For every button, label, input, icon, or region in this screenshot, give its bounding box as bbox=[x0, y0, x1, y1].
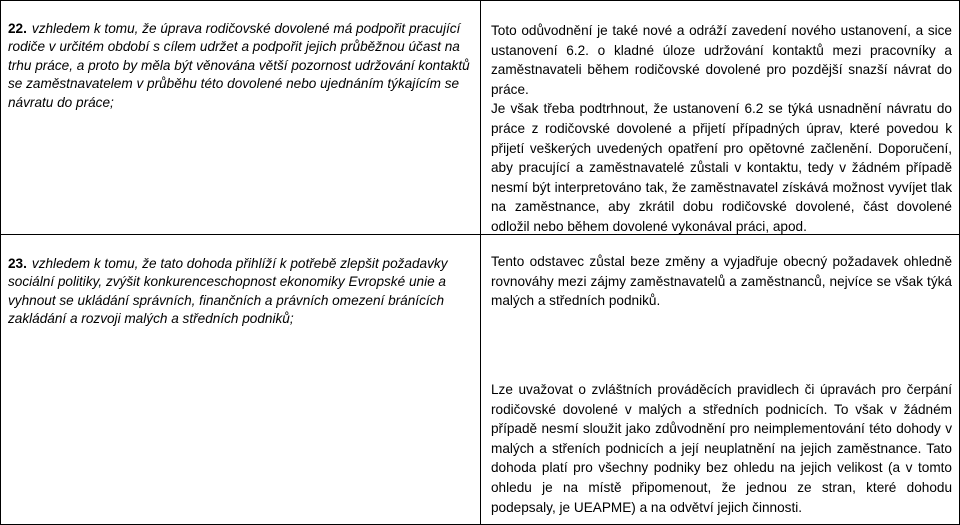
commentary-paragraph: Je však třeba podtrhnout, že ustanovení 6.2 se týká usnadnění návratu do práce z rodičovské dovolené a přijetí případných úprav, které povedou k přijetí veškerých uvedených opatření pro opětovné začlenění. Doporučení, aby pracující a zaměstnavatelé zůstali v kontaktu, tedy v žádném případě nesmí být interpretováno tak, že zaměstnavatel získává možnost vyvíjet tlak na zaměstnance, aby zkrátil dobu rodičovské dovolené, část dovolené odložil nebo během dovolené vykonával práci, apod. bbox=[491, 101, 952, 234]
table-column-divider bbox=[480, 0, 481, 525]
commentary-paragraph: Lze uvažovat o zvláštních prováděcích pravidlech či úpravách pro čerpání rodičovské dovolené v malých a středních podnicích. To však v žádném případě nesmí sloužit jako zdůvodnění pro neimplementování této dohody v malých a střeních podnicích a její neuplatnění na jejich zaměstnance. Tato dohoda platí pro všechny podniky bez ohledu na jejich velikost (a v tomto ohledu je na místě připomenout, že jednou ze stran, které dohodu podepsaly, je UEAPME) a na odvětví jejich činnosti. bbox=[491, 382, 952, 515]
commentary-paragraph: Tento odstavec zůstal beze změny a vyjadřuje obecný požadavek ohledně rovnováhy mezi zájmy zaměstnavatelů a zaměstnanců, nejvíce se však týká malých a středních podniků. bbox=[491, 254, 952, 309]
recital-number: 23. bbox=[8, 256, 27, 271]
recital-text: vzhledem k tomu, že úprava rodičovské dovolené má podpořit pracující rodiče v určitém období s cílem udržet a podpořit jejich průběžnou účast na trhu práce, a proto by měla být věnována větší pozornost udržování kontaktů se zaměstnavatelem v průběhu této dovolené nebo ujednáním týkajícím se návratu do práce; bbox=[8, 21, 470, 110]
table-cell-commentary-23a bbox=[491, 252, 952, 311]
table-cell-commentary-22 bbox=[491, 21, 952, 237]
table-border-top bbox=[0, 0, 960, 1]
table-border-left bbox=[0, 0, 1, 525]
recital-text: vzhledem k tomu, že tato dohoda přihlíží k potřebě zlepšit požadavky sociální politiky, zvýšit konkurenceschopnost ekonomiky Evropské unie a vyhnout se ukládání správních, finančních a právních omezení bránících zakládání a rozvoji malých a středních podniků; bbox=[8, 256, 448, 327]
table-cell-commentary-23b bbox=[491, 380, 952, 517]
table-cell-recital-22 bbox=[8, 20, 470, 112]
commentary-paragraph: Toto odůvodnění je také nové a odráží zavedení nového ustanovení, a sice ustanovení 6.2. o kladné úloze udržování kontaktů mezi pracovníky a zaměstnavateli během rodičovské dovolené pro pozdější snazší návrat do práce. bbox=[491, 23, 952, 97]
table-cell-recital-23 bbox=[8, 255, 470, 329]
recital-number: 22. bbox=[8, 21, 27, 36]
